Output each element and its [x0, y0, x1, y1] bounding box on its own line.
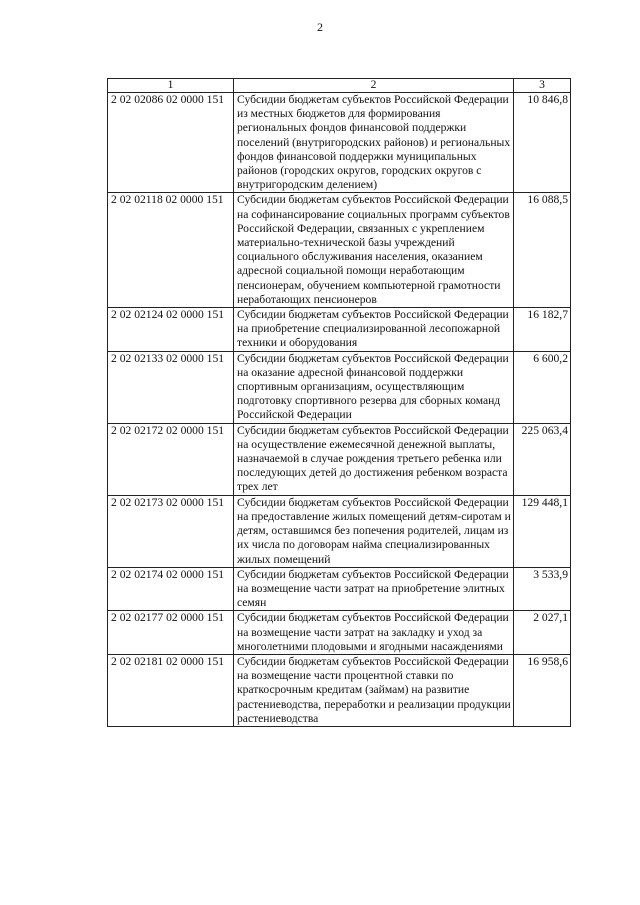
amount-cell: 3 533,9: [514, 567, 571, 611]
table-row: [108, 654, 571, 726]
table-row: [108, 351, 571, 423]
description-cell: Субсидии бюджетам субъектов Российской Федерации на возмещение части затрат на приобретение элитных семян: [234, 567, 514, 611]
budget-code-cell: 2 02 02172 02 0000 151: [108, 423, 234, 495]
budget-code-cell: 2 02 02124 02 0000 151: [108, 308, 234, 352]
table-row: [108, 567, 571, 611]
description-cell: Субсидии бюджетам субъектов Российской Федерации из местных бюджетов для формирования региональных фондов финансовой поддержки поселений (внутригородских районов) и региональных фондов финансовой поддержки муниципальных районов (городских округов, городских округов с внутригородским делением): [234, 93, 514, 193]
page-number: 2: [317, 20, 323, 34]
description-cell: Субсидии бюджетам субъектов Российской Федерации на софинансирование социальных программ субъектов Российской Федерации, связанных с укреплением материально-технической базы учреждений социального обслуживания населения, оказанием адресной социальной помощи неработающим пенсионерам, обучением компьютерной грамотности неработающих пенсионеров: [234, 193, 514, 308]
table-row: [108, 495, 571, 567]
amount-cell: 129 448,1: [514, 495, 571, 567]
budget-code-cell: 2 02 02174 02 0000 151: [108, 567, 234, 611]
table-header-row: [108, 79, 571, 93]
amount-cell: 16 182,7: [514, 308, 571, 352]
table-row: [108, 308, 571, 352]
description-cell: Субсидии бюджетам субъектов Российской Федерации на оказание адресной финансовой поддержки спортивным организациям, осуществляющим подготовку спортивного резерва для сборных команд Российской Федерации: [234, 351, 514, 423]
amount-cell: 2 027,1: [514, 611, 571, 655]
table-row: [108, 93, 571, 193]
column-header-1: 1: [108, 79, 234, 93]
description-cell: Субсидии бюджетам субъектов Российской Федерации на осуществление ежемесячной денежной выплаты, назначаемой в случае рождения третьего ребенка или последующих детей до достижения ребенком возраста трех лет: [234, 423, 514, 495]
column-header-2: 2: [234, 79, 514, 93]
description-cell: Субсидии бюджетам субъектов Российской Федерации на предоставление жилых помещений детям-сиротам и детям, оставшимся без попечения родителей, лицам из их числа по договорам найма специализированных жилых помещений: [234, 495, 514, 567]
amount-cell: 6 600,2: [514, 351, 571, 423]
amount-cell: 16 088,5: [514, 193, 571, 308]
description-cell: Субсидии бюджетам субъектов Российской Федерации на приобретение специализированной лесопожарной техники и оборудования: [234, 308, 514, 352]
table-row: [108, 611, 571, 655]
description-cell: Субсидии бюджетам субъектов Российской Федерации на возмещение части процентной ставки по краткосрочным кредитам (займам) на развитие растениеводства, переработки и реализации продукции растениеводства: [234, 654, 514, 726]
table-row: [108, 423, 571, 495]
budget-code-cell: 2 02 02173 02 0000 151: [108, 495, 234, 567]
column-header-3: 3: [514, 79, 571, 93]
budget-code-cell: 2 02 02133 02 0000 151: [108, 351, 234, 423]
table-row: [108, 193, 571, 308]
budget-code-cell: 2 02 02118 02 0000 151: [108, 193, 234, 308]
amount-cell: 16 958,6: [514, 654, 571, 726]
description-cell: Субсидии бюджетам субъектов Российской Федерации на возмещение части затрат на закладку и уход за многолетними плодовыми и ягодными насаждениями: [234, 611, 514, 655]
budget-code-cell: 2 02 02086 02 0000 151: [108, 93, 234, 193]
budget-table: [107, 78, 571, 727]
amount-cell: 10 846,8: [514, 93, 571, 193]
budget-code-cell: 2 02 02181 02 0000 151: [108, 654, 234, 726]
budget-code-cell: 2 02 02177 02 0000 151: [108, 611, 234, 655]
amount-cell: 225 063,4: [514, 423, 571, 495]
